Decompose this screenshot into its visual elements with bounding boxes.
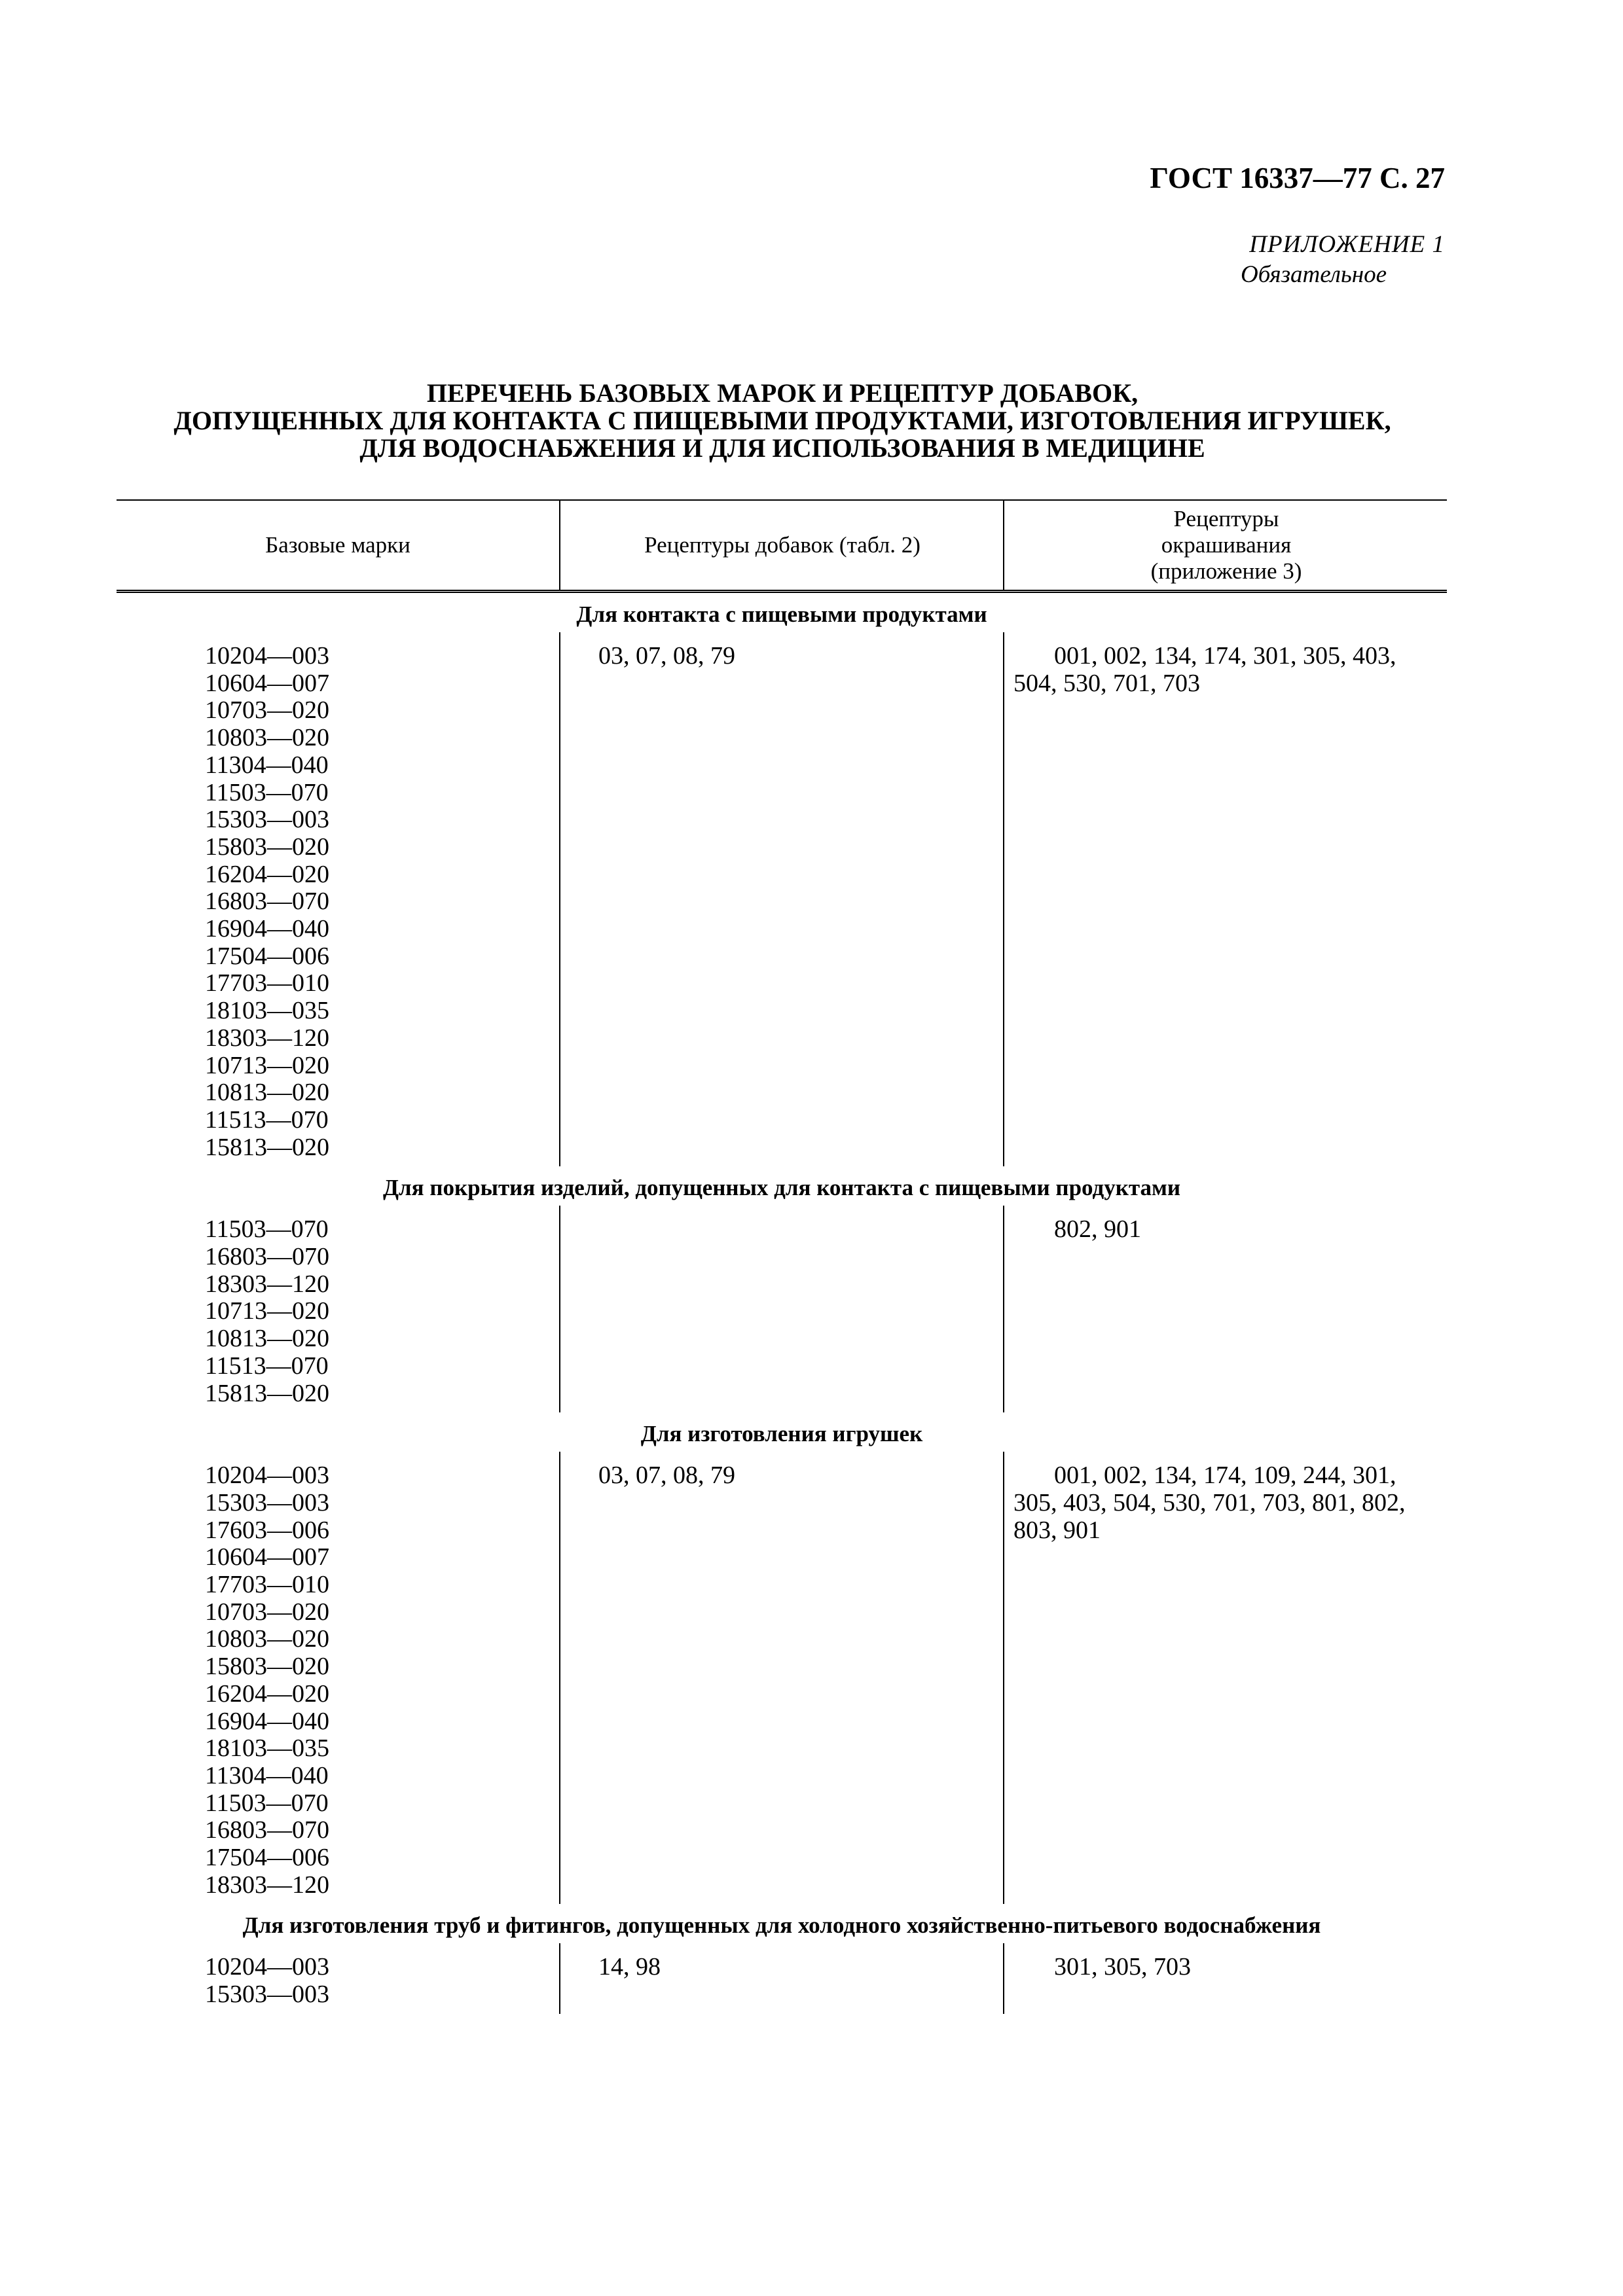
coloring-value: 001, 002, 134, 174, 109, 244, 301, 305, 403, 504, 530, 701, 703, 801, 802, 803, 901 <box>1013 1462 1406 1544</box>
table-body <box>117 600 1447 2014</box>
table-section <box>117 1910 1447 2013</box>
appendix-label: ПРИЛОЖЕНИЕ 1 <box>1249 231 1445 258</box>
base-mark: 16803—070 <box>205 888 329 916</box>
base-mark: 10713—020 <box>205 1297 329 1325</box>
coloring-cell <box>1003 1452 1447 1904</box>
additives-cell <box>559 1943 1003 2013</box>
base-mark: 16904—040 <box>205 915 329 943</box>
base-mark: 10703—020 <box>205 696 329 725</box>
coloring-value: 001, 002, 134, 174, 301, 305, 403, 504, 530, 701, 703 <box>1013 642 1396 697</box>
page-header: ГОСТ 16337—77 С. 27 <box>1150 162 1445 194</box>
section-title: Для контакта с пищевыми продуктами <box>576 601 987 627</box>
additives-cell <box>559 632 1003 1166</box>
base-mark: 18103—035 <box>205 1734 329 1763</box>
additives-value: 03, 07, 08, 79 <box>598 1462 735 1490</box>
base-mark: 10813—020 <box>205 1325 329 1353</box>
base-mark: 18103—035 <box>205 997 329 1025</box>
base-mark: 11304—040 <box>205 1761 329 1789</box>
base-marks-cell <box>205 1462 532 1899</box>
column-header-base-marks: Базовые марки <box>265 532 410 558</box>
coloring-cell <box>1003 1943 1447 2013</box>
base-mark: 11503—070 <box>205 1215 329 1244</box>
base-marks-cell <box>205 1216 532 1407</box>
base-mark: 11503—070 <box>205 778 329 806</box>
base-mark: 10204—003 <box>205 1462 329 1490</box>
section-title: Для покрытия изделий, допущенных для контакта с пищевыми продуктами <box>382 1175 1181 1201</box>
column-header-label: Рецептуры добавок (табл. 2) <box>644 532 921 558</box>
appendix-status: Обязательное <box>1240 261 1387 288</box>
base-mark: 15813—020 <box>205 1133 329 1161</box>
base-mark: 18303—120 <box>205 1024 329 1052</box>
base-mark: 18303—120 <box>205 1270 329 1298</box>
title-line: ДОПУЩЕННЫХ ДЛЯ КОНТАКТА С ПИЩЕВЫМИ ПРОДУКТАМИ, ИЗГОТОВЛЕНИЯ ИГРУШЕК, <box>173 406 1391 435</box>
marks-table <box>117 499 1447 2014</box>
document-title <box>118 380 1447 462</box>
base-mark: 11513—070 <box>205 1352 329 1380</box>
base-mark: 10204—003 <box>205 642 329 670</box>
base-mark: 17504—006 <box>205 1844 329 1872</box>
base-mark: 16904—040 <box>205 1707 329 1735</box>
base-mark: 15303—003 <box>205 1981 329 2009</box>
table-header <box>117 499 1447 593</box>
base-mark: 15303—003 <box>205 1488 329 1516</box>
base-mark: 10803—020 <box>205 1625 329 1653</box>
column-header-label: Рецептуры окрашивания (приложение 3) <box>1150 506 1302 584</box>
title-line: ПЕРЕЧЕНЬ БАЗОВЫХ МАРОК И РЕЦЕПТУР ДОБАВОК, <box>426 378 1139 408</box>
base-mark: 10604—007 <box>205 1543 329 1571</box>
coloring-value: 802, 901 <box>1054 1215 1141 1244</box>
base-mark: 11503—070 <box>205 1789 329 1817</box>
base-mark: 10604—007 <box>205 669 329 697</box>
base-mark: 16204—020 <box>205 860 329 888</box>
coloring-cell <box>1003 1206 1447 1412</box>
base-mark: 16803—070 <box>205 1816 329 1844</box>
base-mark: 17603—006 <box>205 1516 329 1544</box>
base-mark: 10713—020 <box>205 1051 329 1079</box>
base-mark: 10813—020 <box>205 1079 329 1107</box>
base-mark: 15303—003 <box>205 806 329 834</box>
coloring-cell <box>1003 632 1447 1166</box>
section-body <box>117 1216 1447 1412</box>
base-mark: 11304—040 <box>205 751 329 779</box>
base-mark: 16204—020 <box>205 1679 329 1708</box>
additives-value: 03, 07, 08, 79 <box>598 642 735 670</box>
column-header-coloring <box>1003 501 1448 590</box>
base-mark: 10803—020 <box>205 724 329 752</box>
base-mark: 11513—070 <box>205 1105 329 1134</box>
base-mark: 15803—020 <box>205 1653 329 1681</box>
section-body <box>117 1954 1447 2013</box>
additives-cell <box>559 1206 1003 1412</box>
base-mark: 15803—020 <box>205 833 329 861</box>
additives-cell <box>559 1452 1003 1904</box>
table-section <box>117 1419 1447 1904</box>
base-mark: 10204—003 <box>205 1953 329 1981</box>
base-marks-cell <box>205 1954 532 2008</box>
base-mark: 16803—070 <box>205 1243 329 1270</box>
table-section <box>117 1173 1447 1412</box>
table-section <box>117 600 1447 1166</box>
section-body <box>117 1462 1447 1904</box>
coloring-value: 301, 305, 703 <box>1054 1953 1191 1981</box>
base-mark: 18303—120 <box>205 1871 329 1899</box>
additives-value: 14, 98 <box>598 1953 661 1981</box>
base-mark: 17703—010 <box>205 1571 329 1598</box>
base-mark: 17504—006 <box>205 942 329 970</box>
section-title: Для изготовления игрушек <box>640 1421 923 1447</box>
column-header-additives <box>559 501 1004 590</box>
section-body <box>117 643 1447 1166</box>
base-marks-cell <box>205 643 532 1161</box>
base-mark: 17703—010 <box>205 969 329 997</box>
title-line: ДЛЯ ВОДОСНАБЖЕНИЯ И ДЛЯ ИСПОЛЬЗОВАНИЯ В МЕДИЦИНЕ <box>359 433 1205 463</box>
section-title: Для изготовления труб и фитингов, допущенных для холодного хозяйственно-питьевого водоснабжения <box>242 1912 1321 1939</box>
base-mark: 10703—020 <box>205 1598 329 1626</box>
base-mark: 15813—020 <box>205 1379 329 1407</box>
